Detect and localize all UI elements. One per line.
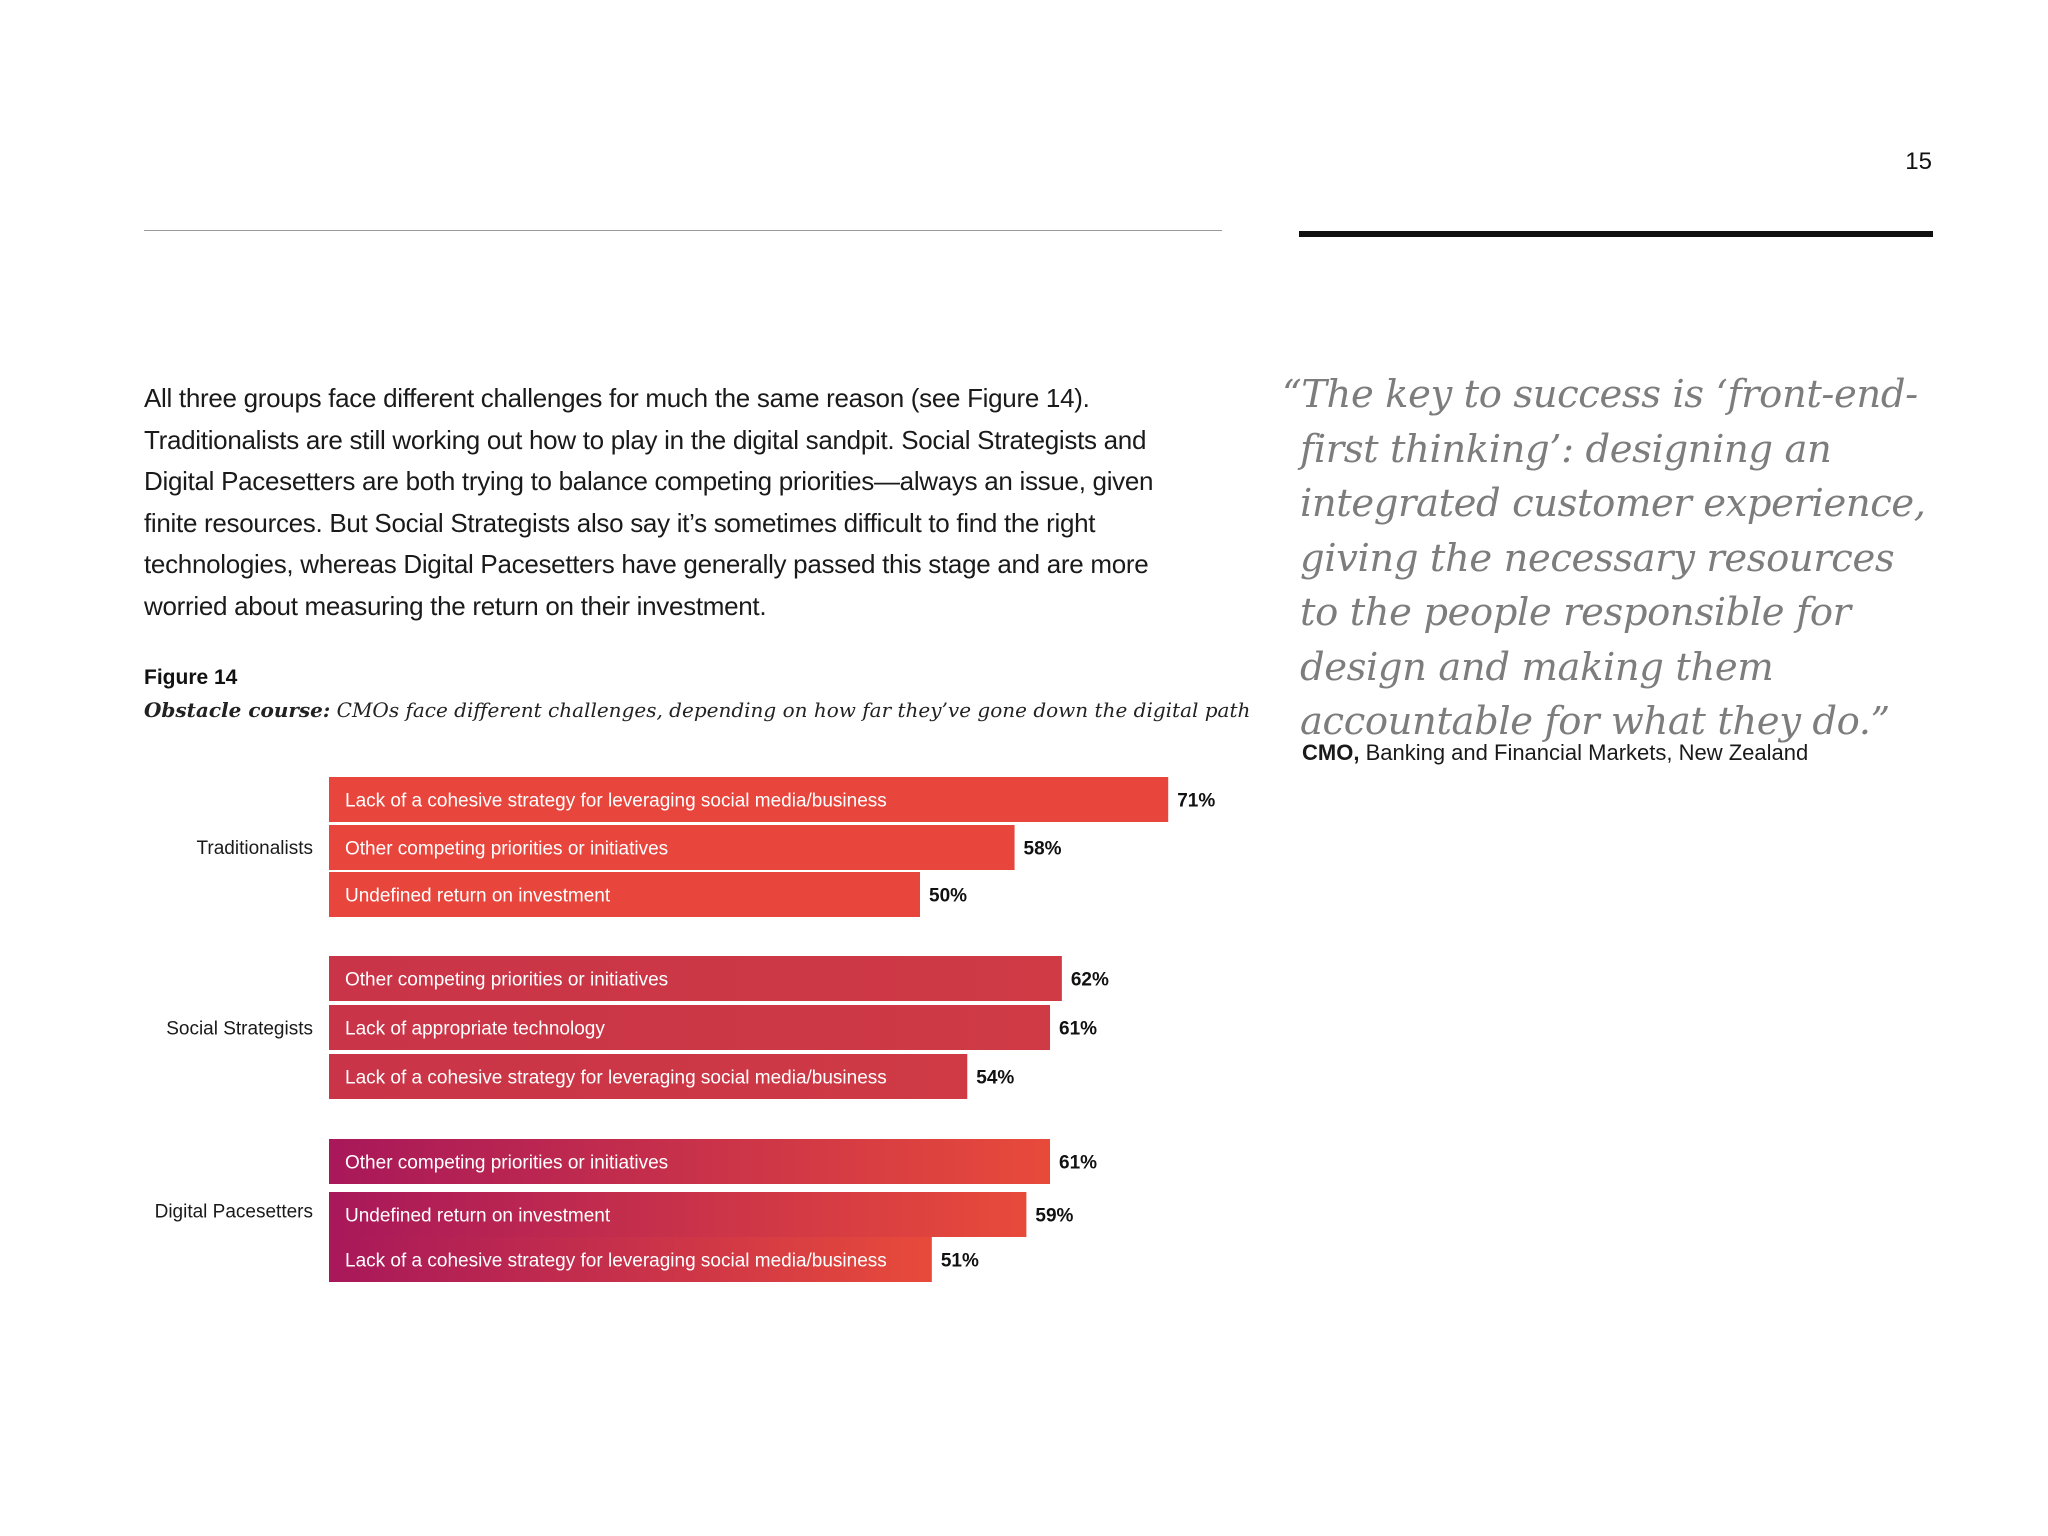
- bar-label: Other competing priorities or initiatives: [345, 1152, 669, 1174]
- bar-label: Undefined return on investment: [345, 885, 611, 907]
- figure-caption-lead: Obstacle course:: [144, 698, 331, 722]
- data-label: 62%: [1070, 969, 1109, 991]
- bar-label: Lack of appropriate technology: [345, 1018, 605, 1040]
- data-label: 59%: [1035, 1205, 1074, 1227]
- page-number: 15: [1905, 148, 1932, 175]
- bar-label: Lack of a cohesive strategy for leveraging social media/business: [345, 1067, 887, 1089]
- data-label: 51%: [940, 1250, 979, 1272]
- data-label: 61%: [1059, 1018, 1098, 1040]
- group-label: Traditionalists: [196, 838, 313, 859]
- figure-caption-rest: CMOs face different challenges, depending on how far they’ve gone down the digital path: [330, 698, 1251, 722]
- header-rule-left: [144, 230, 1222, 231]
- challenges-bar-chart: [140, 770, 1240, 1290]
- attribution-org: Banking and Financial Markets, New Zealand: [1359, 740, 1809, 765]
- bar-label: Undefined return on investment: [345, 1205, 611, 1227]
- pull-quote: “The key to success is ‘front-end-first thinking’: designing an integrated customer experience, giving the necessary resources to the people responsible for design and making them accountable for what they do.”: [1282, 372, 1926, 744]
- body-paragraph: [144, 378, 1204, 627]
- body-paragraph-text: All three groups face different challenges for much the same reason (see Figure 14). Traditionalists are still working out how to play in the digital sandpit. Social Strategists and Digital Pacesetters are both trying to balance competing priorities—always an issue, given finite resources. But Social Strategists also say it’s sometimes difficult to find the right technologies, whereas Digital Pacesetters have generally passed this stage and are more worried about measuring the return on their investment.: [144, 383, 1154, 621]
- bar-label: Lack of a cohesive strategy for leveraging social media/business: [345, 790, 887, 812]
- group-label: Social Strategists: [166, 1018, 313, 1040]
- group-label: Digital Pacesetters: [154, 1201, 313, 1223]
- figure-label: Figure 14: [144, 666, 238, 689]
- data-label: 50%: [929, 885, 968, 907]
- data-label: 58%: [1023, 838, 1062, 860]
- chart-svg: [140, 770, 1240, 1290]
- attribution-role: CMO,: [1302, 740, 1360, 765]
- data-label: 61%: [1059, 1152, 1098, 1174]
- header-rule-right: [1299, 231, 1933, 237]
- bar-label: Other competing priorities or initiatives: [345, 838, 669, 860]
- data-label: 71%: [1177, 790, 1216, 812]
- bar-label: Lack of a cohesive strategy for leveraging social media/business: [345, 1250, 887, 1272]
- bar-label: Other competing priorities or initiatives: [345, 969, 669, 991]
- data-label: 54%: [976, 1067, 1015, 1089]
- figure-caption: [144, 698, 1251, 722]
- quote-attribution: [1302, 740, 1808, 766]
